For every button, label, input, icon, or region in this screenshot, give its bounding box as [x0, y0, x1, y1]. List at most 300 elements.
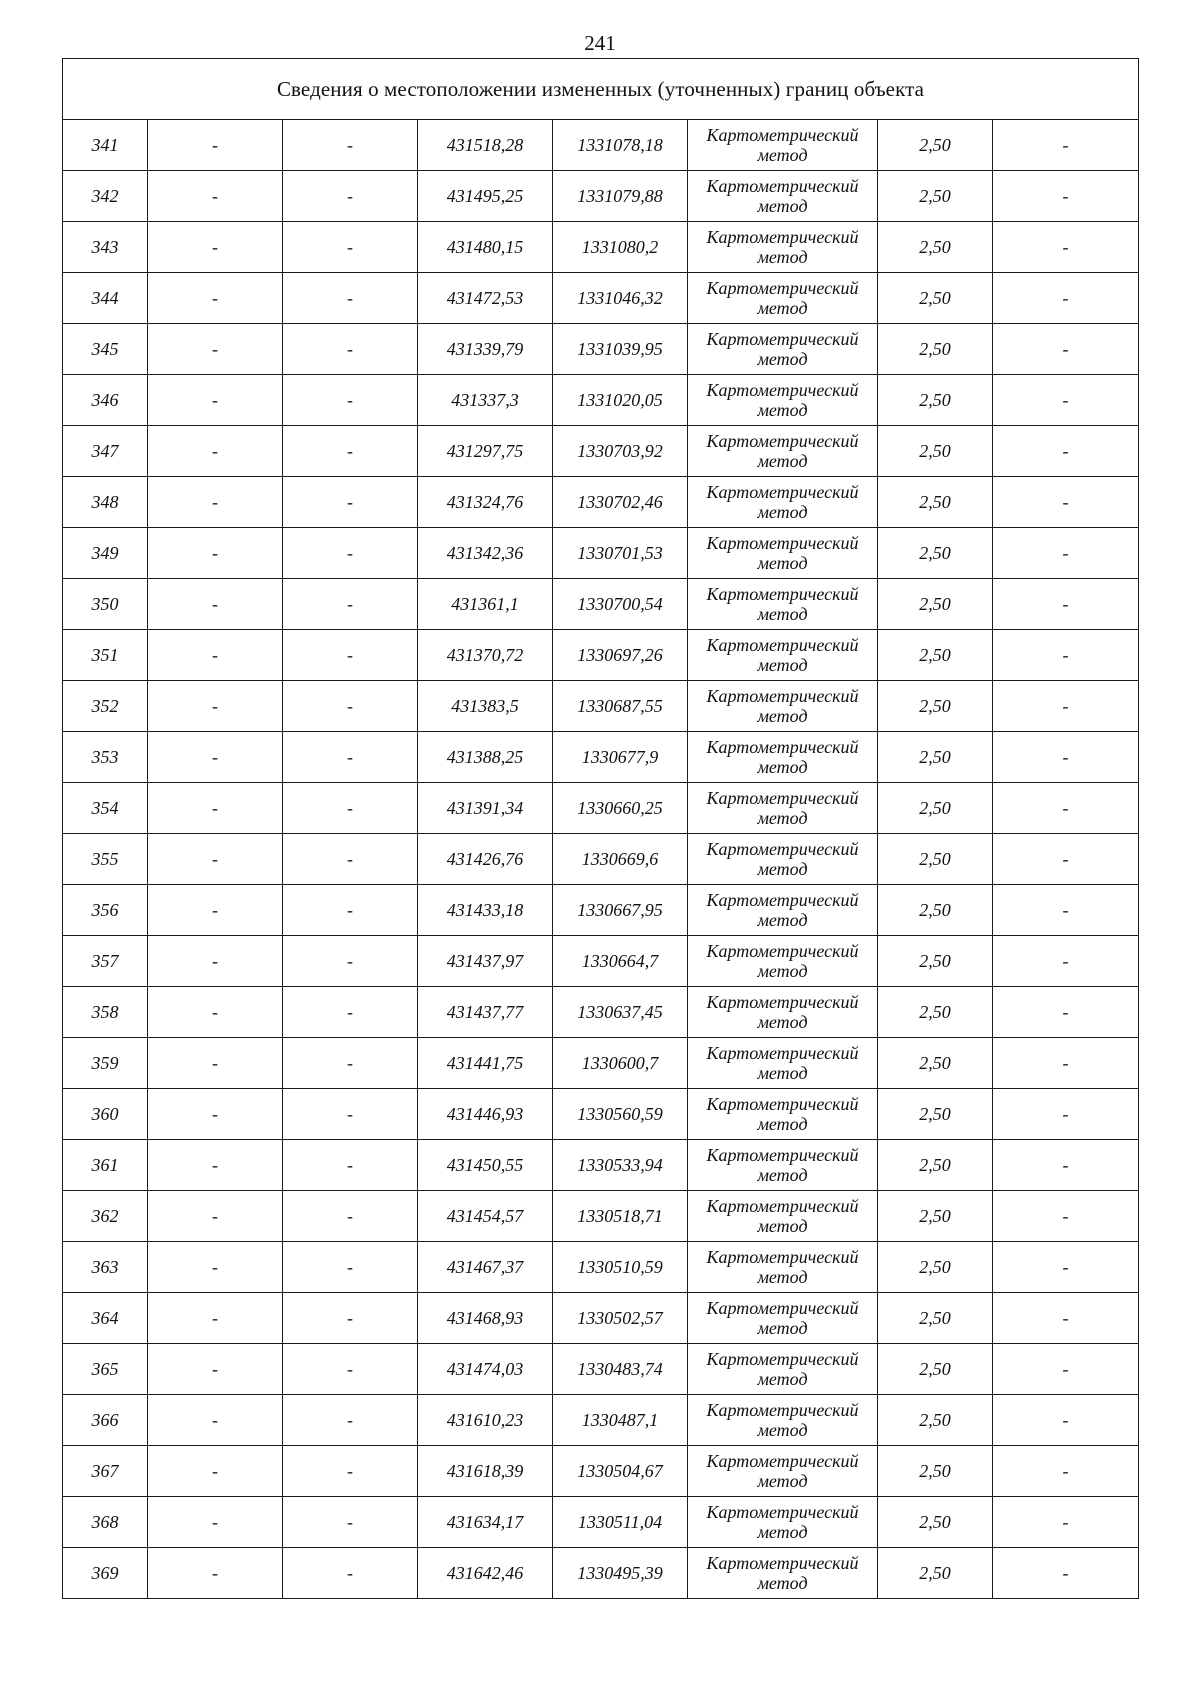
table-body [63, 59, 1139, 1599]
accuracy-cell: 2,50 [878, 987, 993, 1038]
point-number-cell: 350 [63, 579, 148, 630]
point-number-cell: 352 [63, 681, 148, 732]
x-coordinate-cell: 431454,57 [418, 1191, 553, 1242]
point-number-cell: 361 [63, 1140, 148, 1191]
accuracy-cell: 2,50 [878, 1191, 993, 1242]
empty-cell: - [148, 1548, 283, 1599]
accuracy-cell: 2,50 [878, 426, 993, 477]
empty-cell: - [148, 579, 283, 630]
empty-cell: - [148, 936, 283, 987]
x-coordinate-cell: 431474,03 [418, 1344, 553, 1395]
y-coordinate-cell: 1330511,04 [553, 1497, 688, 1548]
method-text: Картометрический [706, 176, 859, 196]
method-cell [688, 1446, 878, 1497]
table-row [63, 1038, 1139, 1089]
table-row [63, 1242, 1139, 1293]
method-text: Картометрический [706, 992, 859, 1012]
empty-cell: - [148, 1089, 283, 1140]
table-row [63, 1344, 1139, 1395]
empty-cell: - [283, 681, 418, 732]
empty-cell: - [148, 324, 283, 375]
method-text: метод [757, 349, 808, 369]
method-text: метод [757, 196, 808, 216]
description-cell: - [993, 630, 1139, 681]
method-text: Картометрический [706, 278, 859, 298]
empty-cell: - [148, 375, 283, 426]
description-cell: - [993, 171, 1139, 222]
empty-cell: - [283, 171, 418, 222]
empty-cell: - [283, 477, 418, 528]
table-row [63, 732, 1139, 783]
method-text: метод [757, 757, 808, 777]
x-coordinate-cell: 431495,25 [418, 171, 553, 222]
method-cell [688, 732, 878, 783]
x-coordinate-cell: 431383,5 [418, 681, 553, 732]
description-cell: - [993, 222, 1139, 273]
method-text: Картометрический [706, 839, 859, 859]
method-text: метод [757, 553, 808, 573]
accuracy-cell: 2,50 [878, 885, 993, 936]
y-coordinate-cell: 1330700,54 [553, 579, 688, 630]
x-coordinate-cell: 431388,25 [418, 732, 553, 783]
accuracy-cell: 2,50 [878, 1395, 993, 1446]
method-cell [688, 681, 878, 732]
empty-cell: - [283, 222, 418, 273]
x-coordinate-cell: 431467,37 [418, 1242, 553, 1293]
accuracy-cell: 2,50 [878, 477, 993, 528]
method-cell [688, 477, 878, 528]
y-coordinate-cell: 1331046,32 [553, 273, 688, 324]
point-number-cell: 348 [63, 477, 148, 528]
y-coordinate-cell: 1330504,67 [553, 1446, 688, 1497]
description-cell: - [993, 834, 1139, 885]
empty-cell: - [283, 426, 418, 477]
table-row [63, 936, 1139, 987]
point-number-cell: 347 [63, 426, 148, 477]
empty-cell: - [283, 375, 418, 426]
description-cell: - [993, 1548, 1139, 1599]
empty-cell: - [283, 630, 418, 681]
x-coordinate-cell: 431437,97 [418, 936, 553, 987]
y-coordinate-cell: 1331080,2 [553, 222, 688, 273]
description-cell: - [993, 477, 1139, 528]
x-coordinate-cell: 431361,1 [418, 579, 553, 630]
method-cell [688, 273, 878, 324]
description-cell: - [993, 1038, 1139, 1089]
method-cell [688, 1497, 878, 1548]
accuracy-cell: 2,50 [878, 1089, 993, 1140]
method-text: метод [757, 1573, 808, 1593]
method-cell [688, 1344, 878, 1395]
accuracy-cell: 2,50 [878, 783, 993, 834]
method-cell [688, 885, 878, 936]
empty-cell: - [283, 1395, 418, 1446]
description-cell: - [993, 528, 1139, 579]
method-text: метод [757, 1420, 808, 1440]
y-coordinate-cell: 1330687,55 [553, 681, 688, 732]
x-coordinate-cell: 431446,93 [418, 1089, 553, 1140]
table-row [63, 783, 1139, 834]
accuracy-cell: 2,50 [878, 1344, 993, 1395]
method-text: метод [757, 400, 808, 420]
method-text: метод [757, 1318, 808, 1338]
method-cell [688, 1548, 878, 1599]
table-title: Сведения о местоположении измененных (уточненных) границ объекта [63, 59, 1139, 120]
method-text: Картометрический [706, 1451, 859, 1471]
empty-cell: - [148, 1140, 283, 1191]
point-number-cell: 368 [63, 1497, 148, 1548]
method-text: Картометрический [706, 227, 859, 247]
point-number-cell: 351 [63, 630, 148, 681]
method-text: метод [757, 910, 808, 930]
method-text: метод [757, 808, 808, 828]
description-cell: - [993, 1191, 1139, 1242]
x-coordinate-cell: 431297,75 [418, 426, 553, 477]
method-text: метод [757, 145, 808, 165]
method-text: метод [757, 1063, 808, 1083]
table-row [63, 1191, 1139, 1242]
empty-cell: - [283, 1140, 418, 1191]
accuracy-cell: 2,50 [878, 630, 993, 681]
empty-cell: - [283, 579, 418, 630]
method-cell [688, 171, 878, 222]
method-cell [688, 987, 878, 1038]
point-number-cell: 366 [63, 1395, 148, 1446]
x-coordinate-cell: 431472,53 [418, 273, 553, 324]
y-coordinate-cell: 1331039,95 [553, 324, 688, 375]
empty-cell: - [148, 1038, 283, 1089]
description-cell: - [993, 375, 1139, 426]
accuracy-cell: 2,50 [878, 732, 993, 783]
method-text: метод [757, 1267, 808, 1287]
y-coordinate-cell: 1331020,05 [553, 375, 688, 426]
method-cell [688, 375, 878, 426]
table-row [63, 375, 1139, 426]
method-text: Картометрический [706, 1247, 859, 1267]
method-cell [688, 579, 878, 630]
y-coordinate-cell: 1330533,94 [553, 1140, 688, 1191]
y-coordinate-cell: 1330669,6 [553, 834, 688, 885]
page-number: 241 [584, 31, 616, 55]
empty-cell: - [283, 1242, 418, 1293]
empty-cell: - [283, 1446, 418, 1497]
table-row [63, 477, 1139, 528]
point-number-cell: 362 [63, 1191, 148, 1242]
point-number-cell: 369 [63, 1548, 148, 1599]
method-text: Картометрический [706, 431, 859, 451]
method-text: метод [757, 859, 808, 879]
table-row [63, 222, 1139, 273]
accuracy-cell: 2,50 [878, 528, 993, 579]
empty-cell: - [148, 1497, 283, 1548]
method-text: метод [757, 706, 808, 726]
method-text: Картометрический [706, 1349, 859, 1369]
empty-cell: - [148, 1242, 283, 1293]
method-cell [688, 120, 878, 171]
empty-cell: - [148, 1446, 283, 1497]
empty-cell: - [283, 1089, 418, 1140]
empty-cell: - [148, 1293, 283, 1344]
method-text: Картометрический [706, 584, 859, 604]
empty-cell: - [283, 885, 418, 936]
y-coordinate-cell: 1330502,57 [553, 1293, 688, 1344]
point-number-cell: 364 [63, 1293, 148, 1344]
x-coordinate-cell: 431450,55 [418, 1140, 553, 1191]
description-cell: - [993, 681, 1139, 732]
empty-cell: - [148, 273, 283, 324]
method-text: метод [757, 502, 808, 522]
method-cell [688, 630, 878, 681]
y-coordinate-cell: 1330677,9 [553, 732, 688, 783]
accuracy-cell: 2,50 [878, 834, 993, 885]
point-number-cell: 367 [63, 1446, 148, 1497]
description-cell: - [993, 1293, 1139, 1344]
empty-cell: - [148, 681, 283, 732]
empty-cell: - [283, 324, 418, 375]
table-row [63, 681, 1139, 732]
method-text: метод [757, 1165, 808, 1185]
x-coordinate-cell: 431337,3 [418, 375, 553, 426]
empty-cell: - [283, 1191, 418, 1242]
point-number-cell: 349 [63, 528, 148, 579]
empty-cell: - [148, 477, 283, 528]
x-coordinate-cell: 431518,28 [418, 120, 553, 171]
empty-cell: - [148, 426, 283, 477]
empty-cell: - [283, 1548, 418, 1599]
x-coordinate-cell: 431480,15 [418, 222, 553, 273]
point-number-cell: 353 [63, 732, 148, 783]
y-coordinate-cell: 1330518,71 [553, 1191, 688, 1242]
point-number-cell: 363 [63, 1242, 148, 1293]
point-number-cell: 365 [63, 1344, 148, 1395]
table-title-row [63, 59, 1139, 120]
y-coordinate-cell: 1331078,18 [553, 120, 688, 171]
method-text: метод [757, 451, 808, 471]
point-number-cell: 358 [63, 987, 148, 1038]
method-text: метод [757, 1114, 808, 1134]
point-number-cell: 342 [63, 171, 148, 222]
method-text: Картометрический [706, 533, 859, 553]
description-cell: - [993, 1446, 1139, 1497]
empty-cell: - [148, 171, 283, 222]
method-text: Картометрический [706, 1400, 859, 1420]
method-text: метод [757, 247, 808, 267]
boundary-coordinates-table [62, 58, 1139, 1599]
empty-cell: - [148, 528, 283, 579]
y-coordinate-cell: 1330697,26 [553, 630, 688, 681]
empty-cell: - [148, 885, 283, 936]
point-number-cell: 356 [63, 885, 148, 936]
method-cell [688, 1242, 878, 1293]
method-text: Картометрический [706, 1145, 859, 1165]
accuracy-cell: 2,50 [878, 273, 993, 324]
description-cell: - [993, 1395, 1139, 1446]
method-cell [688, 324, 878, 375]
x-coordinate-cell: 431433,18 [418, 885, 553, 936]
table-row [63, 1395, 1139, 1446]
empty-cell: - [148, 1344, 283, 1395]
method-text: Картометрический [706, 380, 859, 400]
y-coordinate-cell: 1330600,7 [553, 1038, 688, 1089]
method-text: метод [757, 961, 808, 981]
table-row [63, 324, 1139, 375]
empty-cell: - [148, 834, 283, 885]
empty-cell: - [148, 1191, 283, 1242]
method-text: метод [757, 604, 808, 624]
point-number-cell: 346 [63, 375, 148, 426]
empty-cell: - [283, 273, 418, 324]
accuracy-cell: 2,50 [878, 1038, 993, 1089]
x-coordinate-cell: 431642,46 [418, 1548, 553, 1599]
description-cell: - [993, 936, 1139, 987]
method-cell [688, 1089, 878, 1140]
empty-cell: - [283, 1497, 418, 1548]
empty-cell: - [283, 1293, 418, 1344]
x-coordinate-cell: 431370,72 [418, 630, 553, 681]
table-row [63, 1497, 1139, 1548]
method-text: Картометрический [706, 941, 859, 961]
accuracy-cell: 2,50 [878, 324, 993, 375]
accuracy-cell: 2,50 [878, 1548, 993, 1599]
method-text: метод [757, 1522, 808, 1542]
table-row [63, 120, 1139, 171]
x-coordinate-cell: 431342,36 [418, 528, 553, 579]
empty-cell: - [283, 834, 418, 885]
accuracy-cell: 2,50 [878, 171, 993, 222]
table-row [63, 1293, 1139, 1344]
x-coordinate-cell: 431426,76 [418, 834, 553, 885]
y-coordinate-cell: 1330510,59 [553, 1242, 688, 1293]
empty-cell: - [148, 783, 283, 834]
y-coordinate-cell: 1330495,39 [553, 1548, 688, 1599]
method-text: Картометрический [706, 1298, 859, 1318]
y-coordinate-cell: 1330560,59 [553, 1089, 688, 1140]
table-row [63, 834, 1139, 885]
empty-cell: - [283, 120, 418, 171]
y-coordinate-cell: 1330637,45 [553, 987, 688, 1038]
method-text: Картометрический [706, 1043, 859, 1063]
x-coordinate-cell: 431391,34 [418, 783, 553, 834]
table-row [63, 885, 1139, 936]
point-number-cell: 343 [63, 222, 148, 273]
accuracy-cell: 2,50 [878, 375, 993, 426]
y-coordinate-cell: 1330664,7 [553, 936, 688, 987]
empty-cell: - [148, 120, 283, 171]
description-cell: - [993, 426, 1139, 477]
x-coordinate-cell: 431610,23 [418, 1395, 553, 1446]
y-coordinate-cell: 1330702,46 [553, 477, 688, 528]
accuracy-cell: 2,50 [878, 681, 993, 732]
description-cell: - [993, 987, 1139, 1038]
description-cell: - [993, 579, 1139, 630]
accuracy-cell: 2,50 [878, 579, 993, 630]
accuracy-cell: 2,50 [878, 1140, 993, 1191]
x-coordinate-cell: 431634,17 [418, 1497, 553, 1548]
point-number-cell: 357 [63, 936, 148, 987]
table-row [63, 1548, 1139, 1599]
y-coordinate-cell: 1330701,53 [553, 528, 688, 579]
empty-cell: - [148, 1395, 283, 1446]
x-coordinate-cell: 431441,75 [418, 1038, 553, 1089]
description-cell: - [993, 120, 1139, 171]
description-cell: - [993, 783, 1139, 834]
description-cell: - [993, 732, 1139, 783]
method-cell [688, 1395, 878, 1446]
method-text: Картометрический [706, 125, 859, 145]
accuracy-cell: 2,50 [878, 1497, 993, 1548]
method-text: метод [757, 1216, 808, 1236]
method-cell [688, 1038, 878, 1089]
description-cell: - [993, 1344, 1139, 1395]
method-text: Картометрический [706, 1553, 859, 1573]
table-row [63, 630, 1139, 681]
y-coordinate-cell: 1330660,25 [553, 783, 688, 834]
method-cell [688, 222, 878, 273]
x-coordinate-cell: 431339,79 [418, 324, 553, 375]
method-text: Картометрический [706, 890, 859, 910]
y-coordinate-cell: 1330487,1 [553, 1395, 688, 1446]
method-cell [688, 1191, 878, 1242]
x-coordinate-cell: 431324,76 [418, 477, 553, 528]
empty-cell: - [283, 987, 418, 1038]
table-row [63, 171, 1139, 222]
method-text: метод [757, 1012, 808, 1032]
empty-cell: - [283, 936, 418, 987]
accuracy-cell: 2,50 [878, 1446, 993, 1497]
accuracy-cell: 2,50 [878, 1242, 993, 1293]
point-number-cell: 344 [63, 273, 148, 324]
y-coordinate-cell: 1330483,74 [553, 1344, 688, 1395]
method-cell [688, 528, 878, 579]
table-row [63, 426, 1139, 477]
table-row [63, 987, 1139, 1038]
description-cell: - [993, 1089, 1139, 1140]
method-cell [688, 1293, 878, 1344]
method-cell [688, 936, 878, 987]
method-cell [688, 1140, 878, 1191]
method-text: Картометрический [706, 686, 859, 706]
description-cell: - [993, 1497, 1139, 1548]
description-cell: - [993, 1242, 1139, 1293]
method-cell [688, 426, 878, 477]
method-text: Картометрический [706, 1094, 859, 1114]
empty-cell: - [283, 1038, 418, 1089]
empty-cell: - [148, 222, 283, 273]
point-number-cell: 359 [63, 1038, 148, 1089]
table-row [63, 273, 1139, 324]
method-text: Картометрический [706, 737, 859, 757]
table-row [63, 528, 1139, 579]
method-text: Картометрический [706, 329, 859, 349]
method-cell [688, 783, 878, 834]
x-coordinate-cell: 431437,77 [418, 987, 553, 1038]
table-row [63, 1446, 1139, 1497]
x-coordinate-cell: 431618,39 [418, 1446, 553, 1497]
x-coordinate-cell: 431468,93 [418, 1293, 553, 1344]
accuracy-cell: 2,50 [878, 120, 993, 171]
method-text: метод [757, 1369, 808, 1389]
accuracy-cell: 2,50 [878, 222, 993, 273]
method-text: метод [757, 1471, 808, 1491]
empty-cell: - [283, 1344, 418, 1395]
empty-cell: - [283, 732, 418, 783]
empty-cell: - [148, 630, 283, 681]
point-number-cell: 341 [63, 120, 148, 171]
table-row [63, 579, 1139, 630]
method-text: Картометрический [706, 482, 859, 502]
method-text: Картометрический [706, 1196, 859, 1216]
accuracy-cell: 2,50 [878, 936, 993, 987]
